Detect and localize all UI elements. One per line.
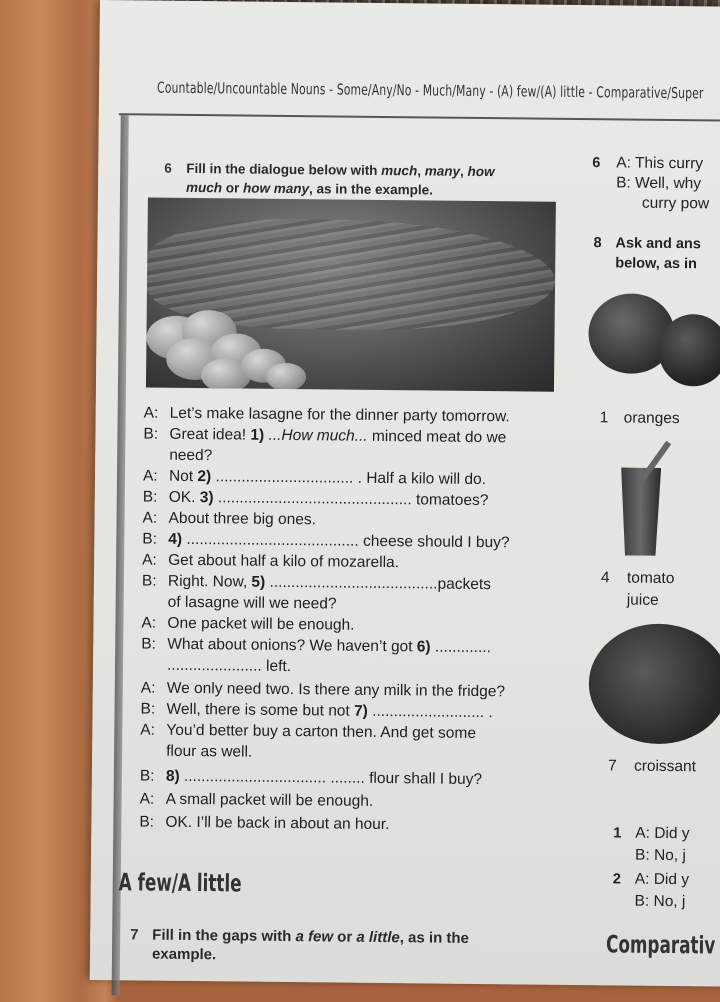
dialogue-line: B: Great idea! 1) ...How much... minced meat do we [143,425,507,447]
orange-image [658,314,720,387]
exercise-number: 7 [130,926,139,944]
dialogue-line: A: You’d better buy a carton then. And get some [140,721,477,742]
margin-bar [112,115,129,995]
workbook-page [90,0,720,987]
dialogue-line: A: Not 2) ................................ . Half a kilo will do. [142,467,487,489]
dialogue-line: B: Right. Now, 5) .......................................packets [141,572,492,594]
dialogue-line: A: One packet will be enough. [141,614,355,634]
exercise-number: 6 [164,160,172,176]
section-title: Comparativ [605,930,716,960]
dialogue-line: curry pow [641,194,710,213]
dialogue-line: B: Well, there is some but not 7) .......................... . [140,700,493,722]
exercise-number: 8 [593,235,602,252]
dialogue-line: B: No, j [634,846,686,865]
dialogue-line: A: Did y [635,824,690,843]
exercise-instruction: Fill in the dialogue below with much, many, how much or how many, as in the example. [185,160,495,198]
dialogue-line: A: A small packet will be enough. [139,790,374,810]
exercise-number: 6 [592,155,601,172]
item-number: 4 [600,569,610,587]
item-label: juice [626,591,659,609]
dialogue-line: A: Let’s make lasagne for the dinner party tomorrow. [143,404,510,426]
dialogue-line: A: Did y [634,870,690,889]
item-label: croissant [633,757,697,776]
section-title: A few/A little [118,868,242,898]
item-number: 1 [613,825,622,842]
dialogue-line: ...................... left. [166,656,292,676]
item-number: 7 [607,757,617,775]
exercise-instruction: Fill in the gaps with a few or a little, as in the example. [151,926,470,964]
item-label: tomato [626,569,675,588]
item-label: oranges [623,409,680,428]
item-number: 2 [612,871,621,888]
item-number: 1 [599,409,609,427]
dialogue-line: flour as well. [166,742,253,761]
dialogue-line: B: OK. 3) ............................................. tomatoes? [142,488,489,510]
dialogue-line: B: What about onions? We haven’t got 6) ............. [141,635,492,657]
dialogue-line: B: OK. I’ll be back in about an hour. [139,813,390,834]
header-rule [119,113,720,122]
dialogue-line: B: 4) ........................................ cheese should I buy? [142,530,510,552]
dialogue-line: B: Well, why [616,174,702,193]
dialogue-line: need? [169,446,213,465]
potato [266,363,306,391]
dialogue-line: A: Get about half a kilo of mozarella. [142,551,400,572]
lasagne-photo [146,198,556,392]
dialogue-line: A: About three big ones. [142,509,317,529]
dialogue-line: B: No, j [634,892,686,911]
dialogue-line: A: This curry [616,154,704,173]
running-header: Countable/Uncountable Nouns - Some/Any/No - Much/Many - (A) few/(A) little - Comparative/Super [156,78,704,103]
exercise-instruction: Ask and ans [615,235,701,253]
dialogue-line: A: We only need two. Is there any milk in the fridge? [140,679,506,701]
croissant-image [588,623,720,744]
dialogue-line: of lasagne will we need? [167,593,337,613]
dialogue-line: B: 8) ................................. ........ flour shall I buy? [139,767,483,789]
exercise-instruction: below, as in [615,255,698,273]
